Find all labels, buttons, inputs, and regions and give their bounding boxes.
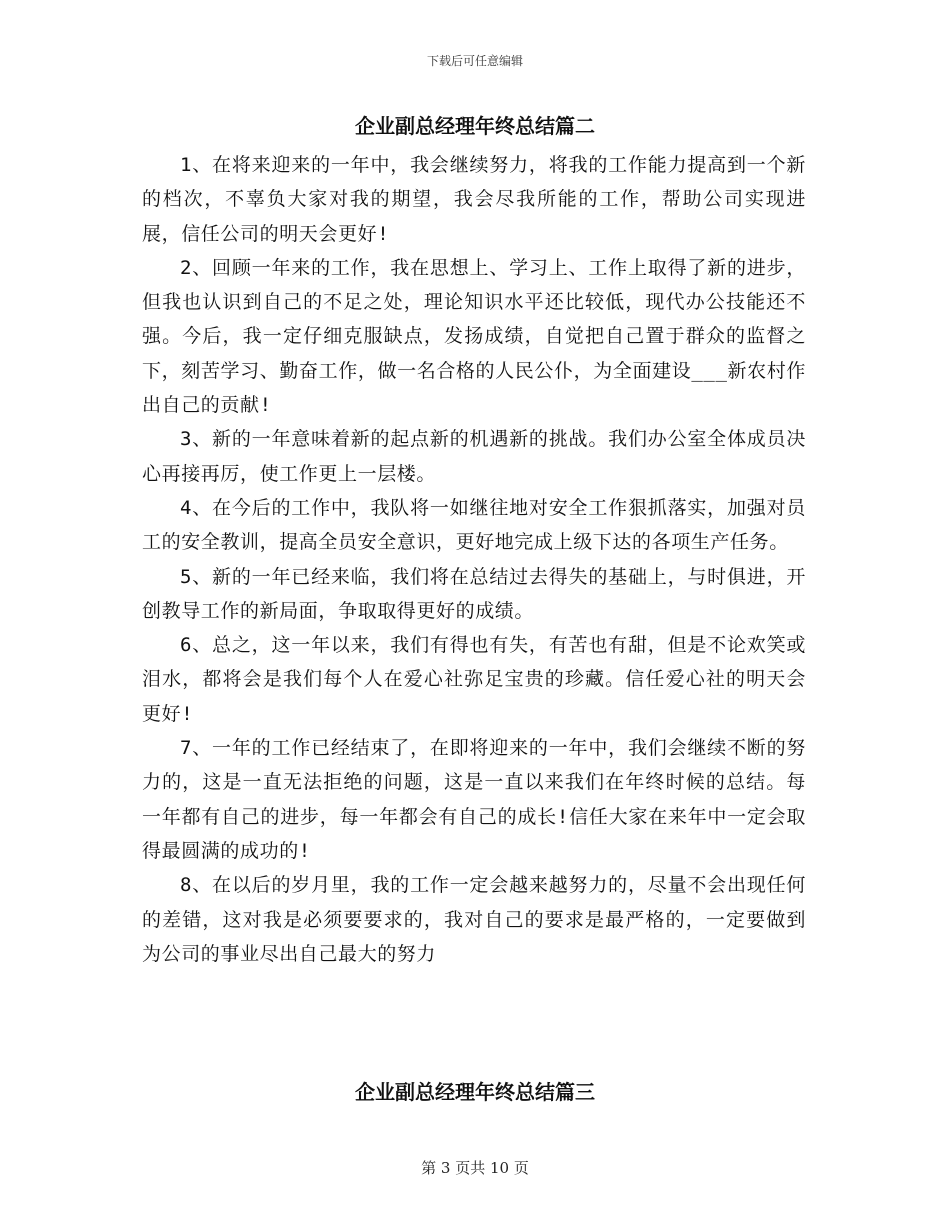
- paragraph-1: 1、在将来迎来的一年中，我会继续努力，将我的工作能力提高到一个新的档次，不辜负大家对我的期望，我会尽我所能的工作，帮助公司实现进展，信任公司的明天会更好!: [142, 154, 806, 245]
- page-number-footer: 第 3 页共 10 页: [421, 1159, 529, 1177]
- paragraph-3: 3、新的一年意味着新的起点新的机遇新的挑战。我们办公室全体成员决心再接再厉，使工作更上一层楼。: [142, 428, 806, 485]
- section-title-2: 企业副总经理年终总结篇二: [355, 114, 595, 138]
- paragraph-4: 4、在今后的工作中，我队将一如继往地对安全工作狠抓落实，加强对员工的安全教训，提高全员安全意识，更好地完成上级下达的各项生产任务。: [142, 496, 806, 554]
- header-note: 下载后可任意编辑: [426, 54, 523, 68]
- paragraph-7: 7、一年的工作已经结束了，在即将迎来的一年中，我们会继续不断的努力的，这是一直无法拒绝的问题，这是一直以来我们在年终时候的总结。每一年都有自己的进步，每一年都会有自己的成长!信任大家在来年中一定会取得最圆满的成功的!: [142, 737, 806, 862]
- paragraph-6: 6、总之，这一年以来，我们有得也有失，有苦也有甜，但是不论欢笑或泪水，都将会是我们每个人在爱心社弥足宝贵的珍藏。信任爱心社的明天会更好!: [142, 634, 806, 725]
- section-title-3: 企业副总经理年终总结篇三: [355, 1080, 595, 1104]
- section-body-2: [142, 148, 806, 971]
- paragraph-2: 2、回顾一年来的工作，我在思想上、学习上、工作上取得了新的进步，但我也认识到自己的不足之处，理论知识水平还比较低，现代办公技能还不强。今后，我一定仔细克服缺点，发扬成绩，自觉把自己置于群众的监督之下，刻苦学习、勤奋工作，做一名合格的人民公仆，为全面建设___新农村作出自己的贡献!: [142, 256, 806, 417]
- paragraph-5: 5、新的一年已经来临，我们将在总结过去得失的基础上，与时俱进，开创教导工作的新局面，争取取得更好的成绩。: [142, 565, 806, 622]
- paragraph-8: 8、在以后的岁月里，我的工作一定会越来越努力的，尽量不会出现任何的差错，这对我是必须要要求的，我对自己的要求是最严格的，一定要做到为公司的事业尽出自己最大的努力: [142, 874, 806, 965]
